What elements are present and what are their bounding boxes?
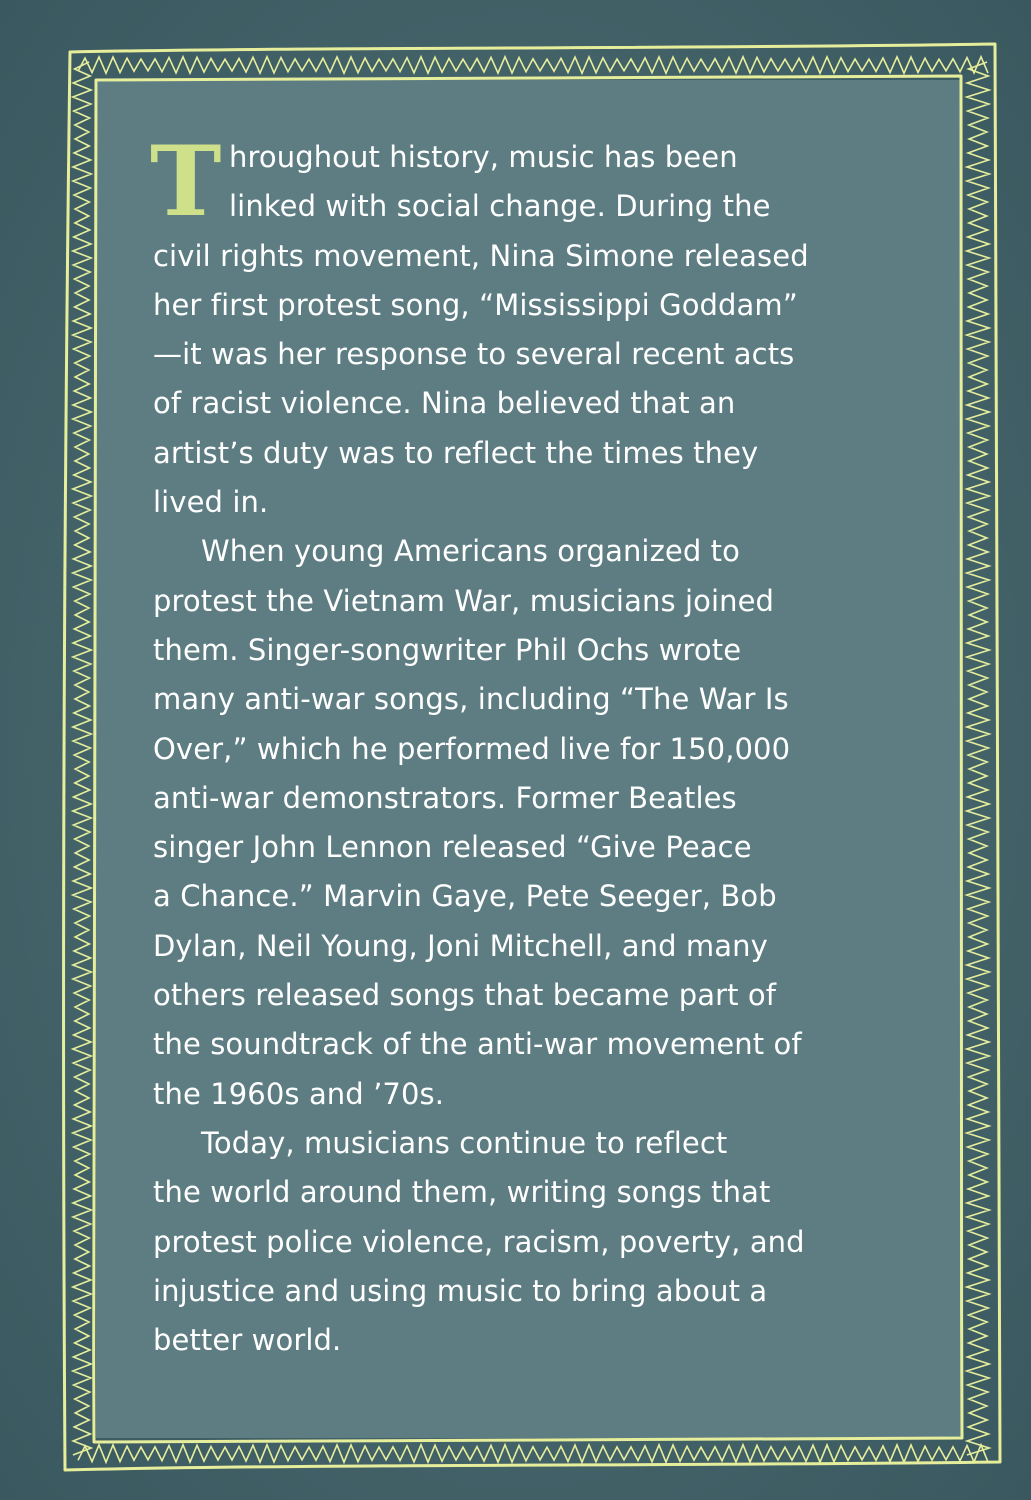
text-line: Over,” which he performed live for 150,000	[153, 731, 791, 766]
text-line: singer John Lennon released “Give Peace	[153, 830, 752, 865]
text-line: artist’s duty was to reflect the times they	[153, 435, 759, 470]
zigzag-right	[967, 62, 989, 1455]
zigzag-line	[73, 62, 91, 1455]
text-line: the soundtrack of the anti-war movement of	[153, 1027, 802, 1062]
text-line: Dylan, Neil Young, Joni Mitchell, and many	[153, 928, 768, 963]
text-line: protest police violence, racism, poverty, and	[153, 1224, 805, 1259]
text-line: civil rights movement, Nina Simone released	[153, 238, 809, 273]
paragraph-1	[153, 133, 913, 232]
text-line: hroughout history, music has been	[229, 140, 738, 174]
zigzag-line	[78, 57, 988, 73]
text-line: a Chance.” Marvin Gaye, Pete Seeger, Bob	[153, 879, 777, 914]
article-body	[153, 133, 913, 1365]
text-line: Today, musicians continue to reflect	[201, 1125, 728, 1160]
zigzag-left	[73, 62, 91, 1455]
text-line: protest the Vietnam War, musicians joined	[153, 583, 775, 618]
text-line: them. Singer-songwriter Phil Ochs wrote	[153, 632, 742, 667]
paragraph-2	[153, 527, 913, 1119]
text-line: the 1960s and ’70s.	[153, 1076, 445, 1111]
text-line: —it was her response to several recent acts	[153, 337, 795, 372]
text-line: injustice and using music to bring about a	[153, 1273, 768, 1308]
zigzag-bottom	[78, 1445, 988, 1462]
zigzag-line	[78, 1445, 988, 1462]
text-line: better world.	[153, 1323, 342, 1358]
text-line: When young Americans organized to	[201, 534, 740, 569]
zigzag-line	[967, 62, 989, 1455]
zigzag-top	[78, 57, 988, 73]
text-line: the world around them, writing songs that	[153, 1175, 771, 1210]
text-line: linked with social change. During the	[229, 189, 771, 224]
text-line: others released songs that became part of	[153, 978, 777, 1013]
paragraph-3	[153, 1119, 913, 1365]
drop-cap: T	[150, 125, 222, 238]
paragraph-1-continued	[153, 232, 913, 528]
text-line: anti-war demonstrators. Former Beatles	[153, 780, 737, 815]
text-line: lived in.	[153, 485, 269, 520]
text-line: of racist violence. Nina believed that an	[153, 386, 736, 421]
text-line: many anti-war songs, including “The War Is	[153, 682, 789, 717]
text-line: her first protest song, “Mississippi Goddam”	[153, 287, 798, 322]
